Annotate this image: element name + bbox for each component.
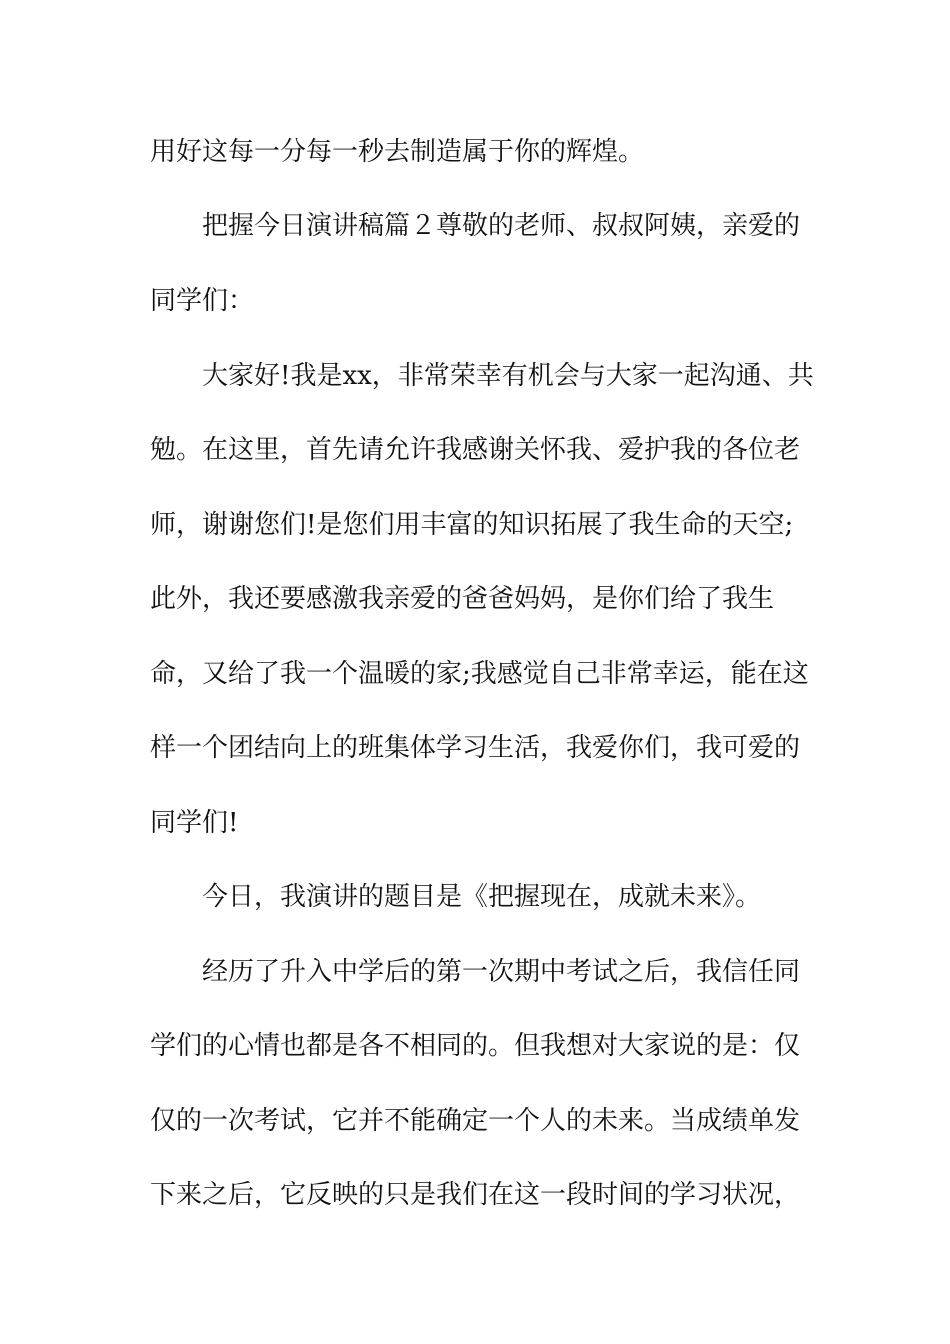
text-line: 下来之后，它反映的只是我们在这一段时间的学习状况， [150, 1180, 801, 1210]
text-line: 用好这每一分每一秒去制造属于你的辉煌。 [150, 137, 645, 167]
paragraph-first-line: 把握今日演讲稿篇２尊敬的老师、叔叔阿姨，亲爱的 [202, 211, 801, 241]
text-line: 学们的心情也都是各不相同的。但我想对大家说的是：仅 [150, 1031, 801, 1061]
text-line: 仅的一次考试，它并不能确定一个人的未来。当成绩单发 [150, 1106, 801, 1136]
paragraph-first-line: 今日，我演讲的题目是《把握现在，成就未来》。 [202, 882, 762, 912]
text-line: 勉。在这里，首先请允许我感谢关怀我、爱护我的各位老 [150, 435, 801, 465]
paragraph-first-line: 大家好!我是xx，非常荣幸有机会与大家一起沟通、共 [202, 361, 814, 391]
text-line: 此外，我还要感激我亲爱的爸爸妈妈，是你们给了我生 [150, 584, 775, 614]
text-line: 命，又给了我一个温暖的家;我感觉自己非常幸运，能在这 [150, 659, 809, 689]
paragraph-first-line: 经历了升入中学后的第一次期中考试之后，我信任同 [202, 957, 801, 987]
text-line: 师，谢谢您们!是您们用丰富的知识拓展了我生命的天空; [150, 510, 794, 540]
text-line: 样一个团结向上的班集体学习生活，我爱你们，我可爱的 [150, 733, 801, 763]
text-line: 同学们! [150, 808, 239, 838]
text-line: 同学们： [150, 286, 255, 316]
